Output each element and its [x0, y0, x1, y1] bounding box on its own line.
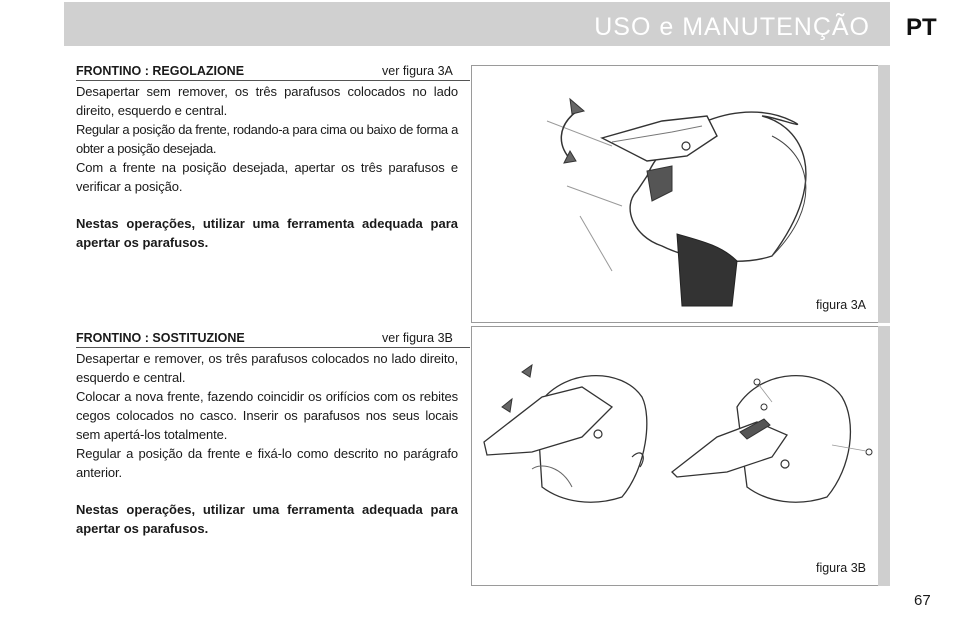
- section-header: [76, 64, 470, 81]
- language-tag: PT: [906, 14, 937, 41]
- paragraph: Regular a posição da frente, rodando-a para cima ou baixo de forma a obter a posição desejada.: [76, 122, 458, 156]
- figure-3b: [471, 326, 879, 586]
- section-title: FRONTINO : REGOLAZIONE: [76, 64, 245, 78]
- figure-3a: [471, 65, 879, 323]
- paragraph: Colocar a nova frente, fazendo coincidir os orifícios com os rebites cegos colocados no casco. Inserir os parafusos nos seus locais sem apertá-los totalmente.: [76, 389, 458, 442]
- header-bar: [64, 2, 890, 46]
- section-sostituzione: [76, 331, 458, 538]
- paragraph: Regular a posição da frente e fixá-lo como descrito no parágrafo anterior.: [76, 446, 458, 480]
- section-header: [76, 331, 470, 348]
- helmet-replace-illustration: [472, 327, 878, 585]
- note-bold: Nestas operações, utilizar uma ferramenta adequada para apertar os parafusos.: [76, 502, 458, 536]
- figure-caption: figura 3B: [815, 561, 866, 575]
- section-title: FRONTINO : SOSTITUZIONE: [76, 331, 245, 345]
- figure-side-strip: [878, 65, 890, 323]
- page-number: 67: [914, 592, 931, 609]
- paragraph: Com a frente na posição desejada, apertar os três parafusos e verificar a posição.: [76, 160, 458, 194]
- page-title: USO e MANUTENÇÃO: [594, 13, 870, 41]
- note-bold: Nestas operações, utilizar uma ferramenta adequada para apertar os parafusos.: [76, 216, 458, 250]
- figure-reference: ver figura 3B: [382, 331, 453, 345]
- figure-side-strip: [878, 326, 890, 586]
- paragraph: Desapertar e remover, os três parafusos colocados no lado direito, esquerdo e central.: [76, 351, 458, 385]
- section-regolazione: [76, 64, 458, 252]
- helmet-adjust-illustration: [472, 66, 878, 322]
- paragraph: Desapertar sem remover, os três parafusos colocados no lado direito, esquerdo e central.: [76, 84, 458, 118]
- figure-reference: ver figura 3A: [382, 64, 453, 78]
- figure-caption: figura 3A: [815, 298, 866, 312]
